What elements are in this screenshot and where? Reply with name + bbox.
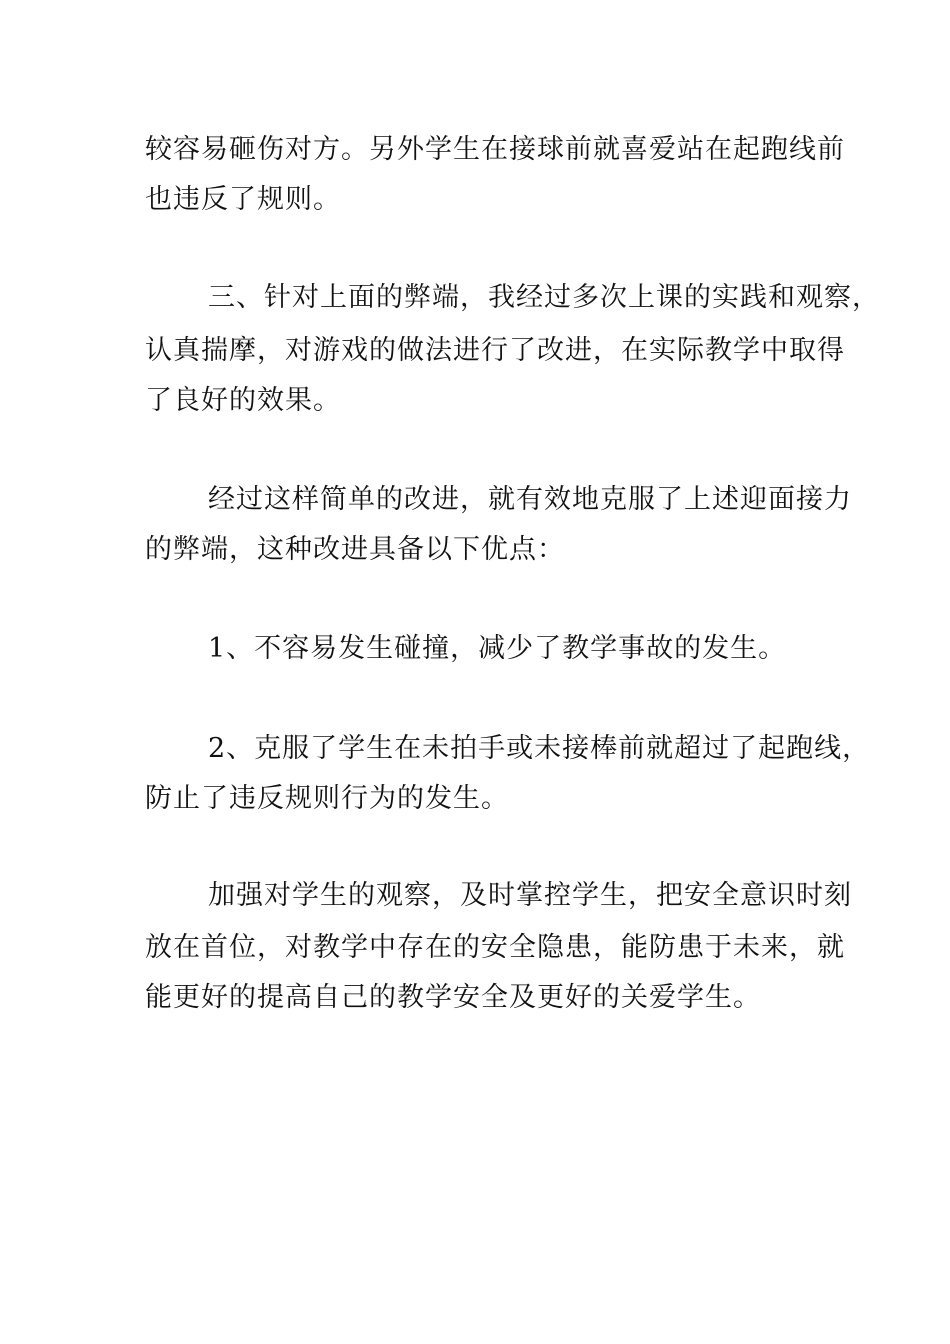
paragraph-2-line-1: 三、针对上面的弊端，我经过多次上课的实践和观察， bbox=[208, 282, 880, 313]
paragraph-6-line-3: 能更好的提高自己的教学安全及更好的关爱学生。 bbox=[145, 982, 761, 1013]
paragraph-1-line-1: 较容易砸伤对方。另外学生在接球前就喜爱站在起跑线前 bbox=[145, 134, 845, 165]
paragraph-6-line-1: 加强对学生的观察，及时掌控学生，把安全意识时刻 bbox=[208, 880, 852, 911]
paragraph-6-line-2: 放在首位，对教学中存在的安全隐患，能防患于未来，就 bbox=[145, 932, 845, 963]
list-item-2-line-2: 防止了违反规则行为的发生。 bbox=[145, 783, 509, 814]
paragraph-3-line-1: 经过这样简单的改进，就有效地克服了上述迎面接力 bbox=[208, 484, 852, 515]
paragraph-2-line-2: 认真揣摩，对游戏的做法进行了改进，在实际教学中取得 bbox=[145, 335, 845, 366]
list-item-2-line-1: 2、克服了学生在未拍手或未接棒前就超过了起跑线， bbox=[208, 733, 871, 764]
paragraph-2-line-3: 了良好的效果。 bbox=[145, 385, 341, 416]
list-item-1: 1、不容易发生碰撞，减少了教学事故的发生。 bbox=[208, 633, 787, 664]
paragraph-3-line-2: 的弊端，这种改进具备以下优点： bbox=[145, 534, 565, 565]
paragraph-1-line-2: 也违反了规则。 bbox=[145, 184, 341, 215]
